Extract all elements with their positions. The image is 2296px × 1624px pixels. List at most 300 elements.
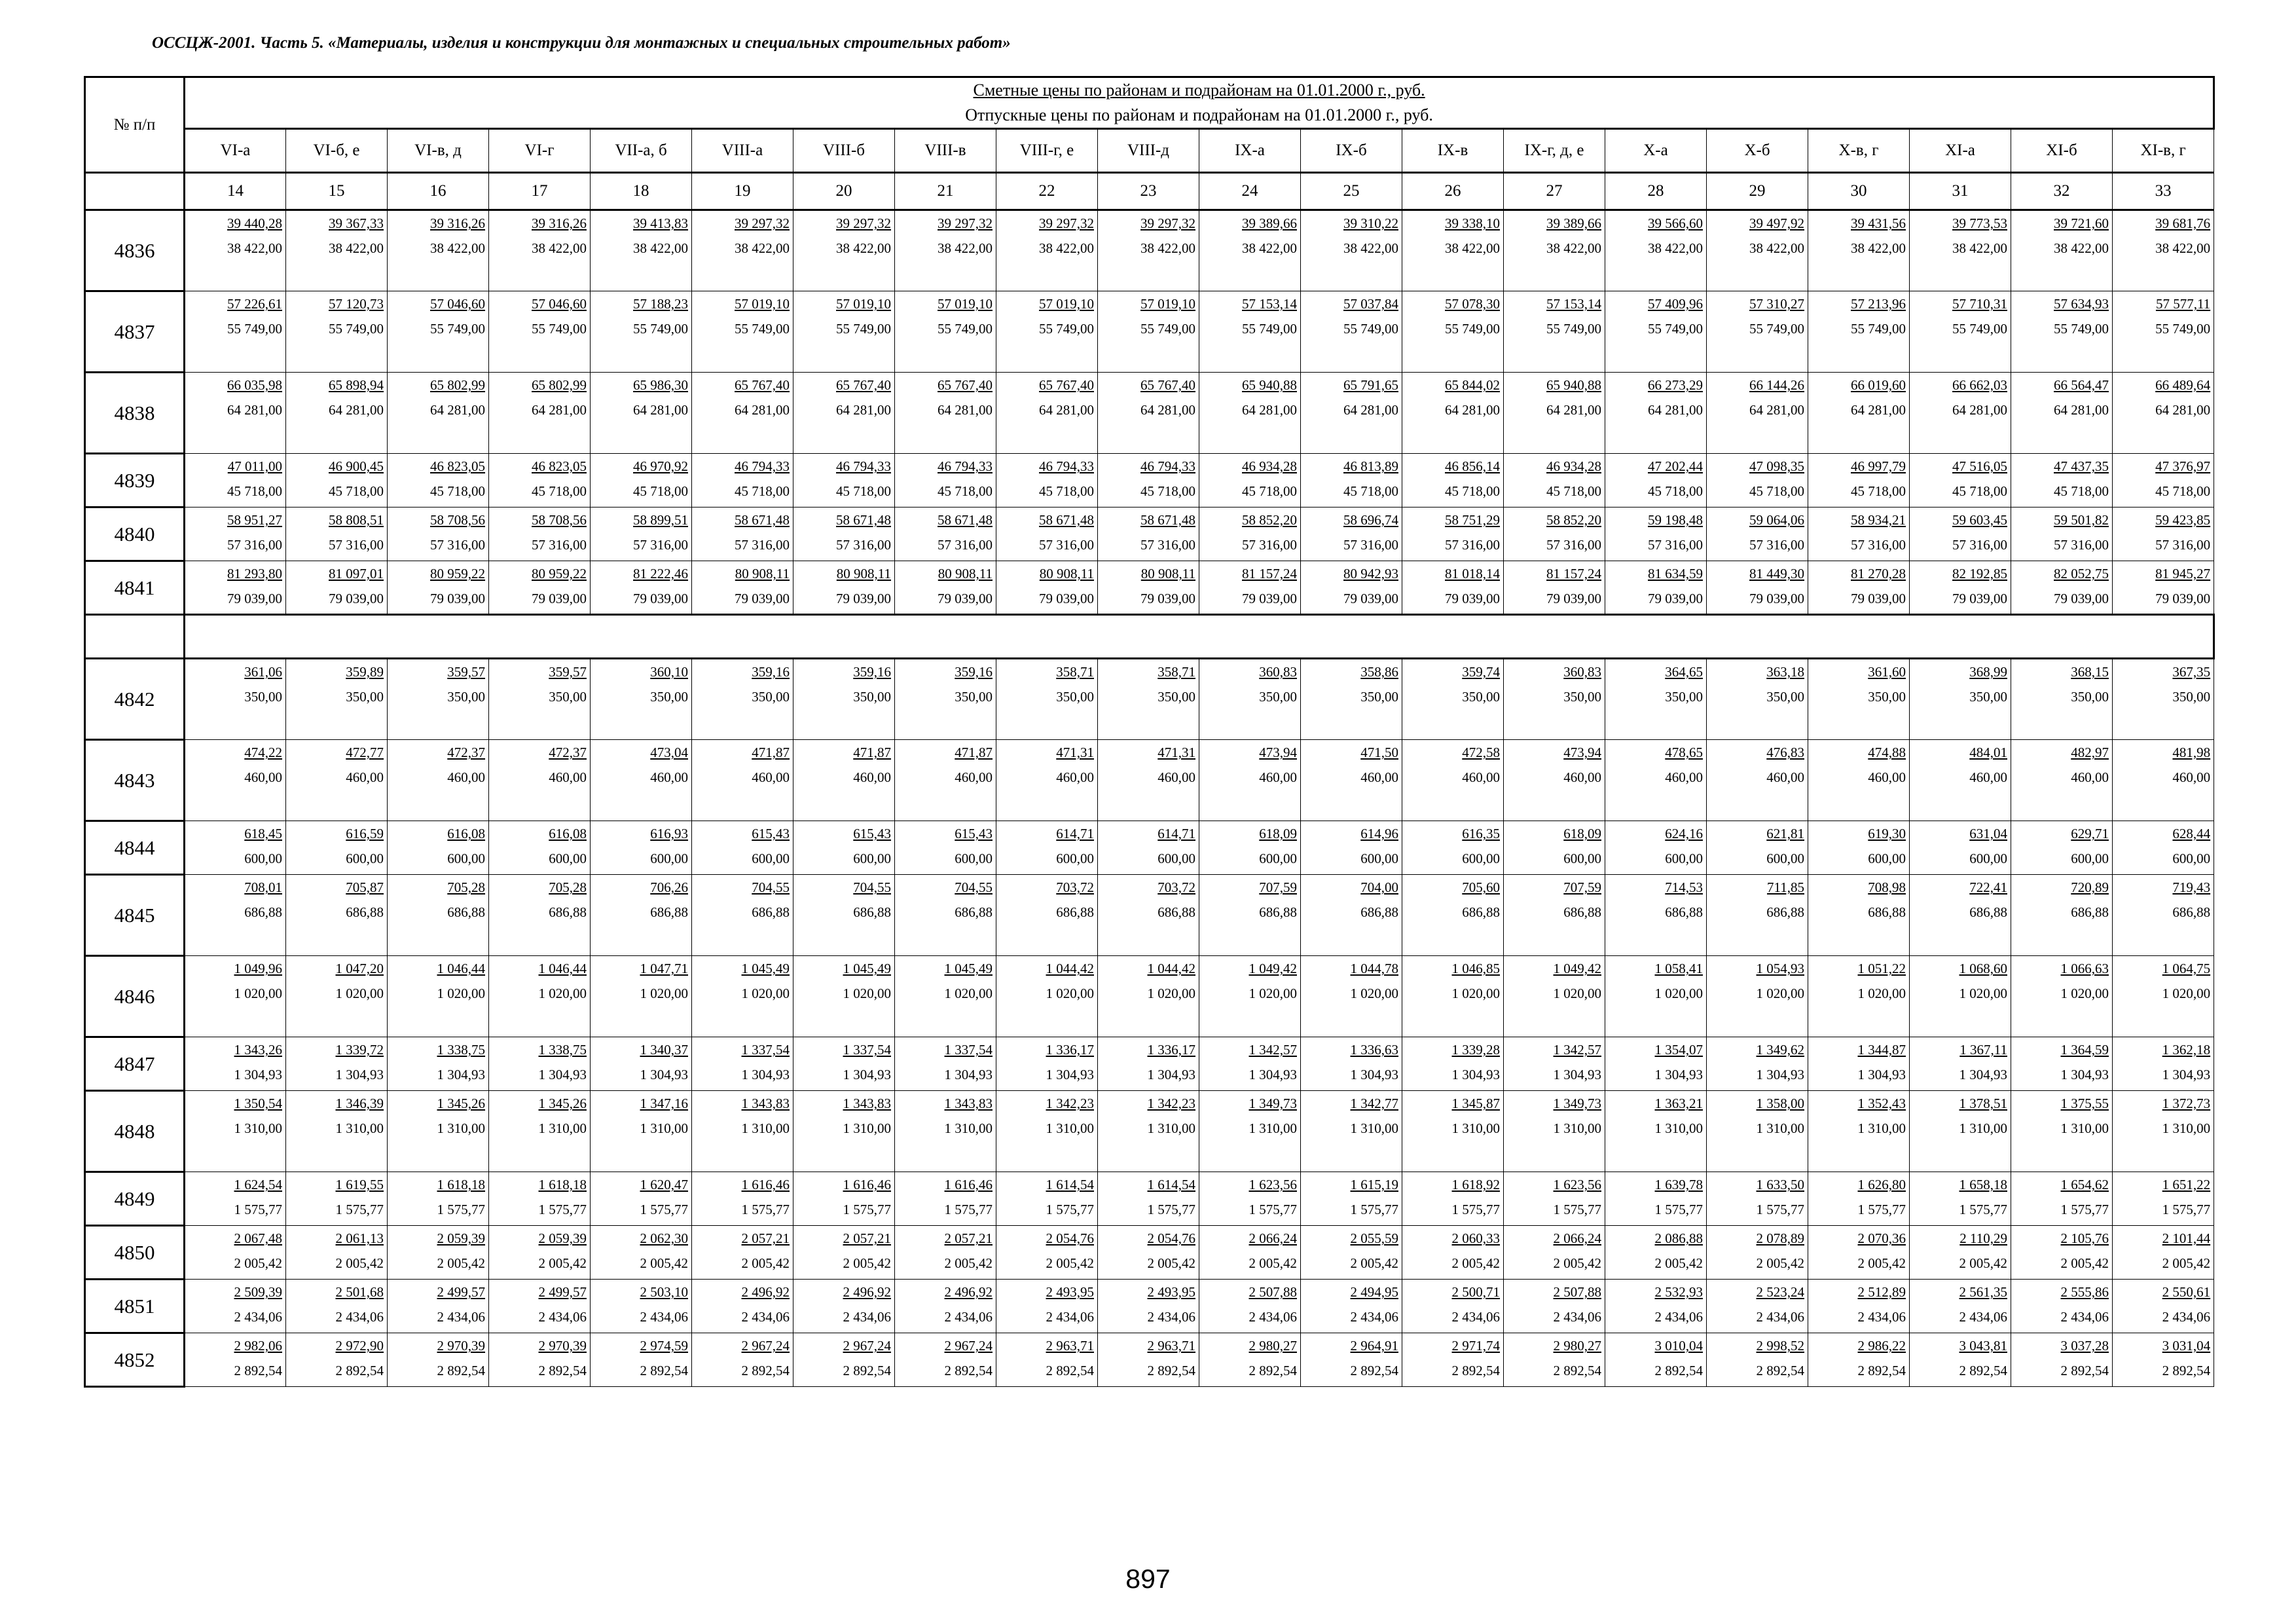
- estimate-price: 2 110,29: [1959, 1230, 2007, 1246]
- estimate-price: 1 044,78: [1350, 961, 1398, 976]
- release-price: 1 310,00: [1857, 1120, 1906, 1136]
- estimate-price: 2 532,93: [1654, 1284, 1703, 1300]
- price-cell: [591, 1172, 692, 1226]
- region-header: XI-в, г: [2113, 129, 2214, 173]
- price-cell: [895, 1333, 996, 1387]
- price-cell: [388, 1226, 489, 1280]
- estimate-price: 65 767,40: [938, 377, 993, 393]
- release-price: 1 310,00: [1350, 1120, 1398, 1136]
- price-cell: [388, 659, 489, 740]
- estimate-price: 80 908,11: [1039, 566, 1094, 581]
- estimate-price: 707,59: [1563, 879, 1601, 895]
- release-price: 1 304,93: [1959, 1067, 2007, 1082]
- price-cell: [1098, 740, 1199, 821]
- release-price: 686,88: [853, 904, 891, 920]
- price-cell: [996, 561, 1098, 615]
- release-price: 1 304,93: [640, 1067, 688, 1082]
- estimate-price: 66 019,60: [1851, 377, 1906, 393]
- release-price: 45 718,00: [1343, 483, 1398, 499]
- item-number: 4849: [85, 1172, 185, 1226]
- release-price: 2 005,42: [2162, 1255, 2211, 1271]
- estimate-price: 39 338,10: [1445, 215, 1500, 231]
- price-cell: [996, 1037, 1098, 1091]
- column-number: 20: [793, 173, 895, 210]
- column-number: 27: [1504, 173, 1605, 210]
- table-row: [85, 373, 2214, 454]
- release-price: 460,00: [447, 769, 485, 785]
- price-cell: [1504, 1280, 1605, 1333]
- estimate-price: 1 046,85: [1451, 961, 1500, 976]
- release-price: 1 575,77: [843, 1202, 891, 1217]
- estimate-price: 2 970,39: [538, 1338, 587, 1354]
- column-number-blank: [85, 173, 185, 210]
- price-cell: [895, 1091, 996, 1172]
- release-price: 1 310,00: [538, 1120, 587, 1136]
- price-cell: [1199, 821, 1301, 875]
- page-number: 897: [1125, 1564, 1171, 1594]
- table-row: [85, 1037, 2214, 1091]
- release-price: 1 304,93: [437, 1067, 485, 1082]
- release-price: 38 422,00: [836, 240, 891, 256]
- release-price: 460,00: [1665, 769, 1703, 785]
- price-cell: [2113, 1172, 2214, 1226]
- release-price: 1 304,93: [1553, 1067, 1601, 1082]
- release-price: 45 718,00: [938, 483, 993, 499]
- price-cell: [1808, 1280, 1910, 1333]
- price-cell: [1910, 1091, 2011, 1172]
- release-price: 2 892,54: [843, 1363, 891, 1378]
- release-price: 2 892,54: [1046, 1363, 1094, 1378]
- estimate-price: 57 634,93: [2054, 296, 2109, 312]
- price-cell: [793, 956, 895, 1037]
- release-price: 55 749,00: [938, 321, 993, 337]
- estimate-price: 39 413,83: [633, 215, 688, 231]
- price-cell: [1098, 454, 1199, 507]
- release-price: 45 718,00: [430, 483, 485, 499]
- estimate-price: 2 059,39: [437, 1230, 485, 1246]
- release-price: 38 422,00: [1343, 240, 1398, 256]
- release-price: 57 316,00: [227, 537, 282, 553]
- price-cell: [793, 1172, 895, 1226]
- estimate-price: 39 297,32: [735, 215, 790, 231]
- item-number: 4848: [85, 1091, 185, 1172]
- release-price: 600,00: [1969, 851, 2007, 866]
- release-price: 350,00: [2071, 689, 2109, 705]
- release-price: 64 281,00: [938, 402, 993, 418]
- estimate-price: 57 019,10: [1039, 296, 1094, 312]
- price-cell: [793, 875, 895, 956]
- price-cell: [591, 561, 692, 615]
- estimate-price: 474,88: [1868, 745, 1906, 760]
- price-cell: [1605, 659, 1707, 740]
- release-price: 57 316,00: [2155, 537, 2211, 553]
- release-price: 460,00: [1157, 769, 1195, 785]
- estimate-price: 58 852,20: [1546, 512, 1601, 528]
- estimate-price: 58 696,74: [1343, 512, 1398, 528]
- release-price: 350,00: [955, 689, 993, 705]
- price-cell: [286, 740, 388, 821]
- release-price: 45 718,00: [1445, 483, 1500, 499]
- price-cell: [1707, 821, 1808, 875]
- estimate-price: 1 363,21: [1654, 1096, 1703, 1111]
- estimate-price: 704,55: [752, 879, 790, 895]
- estimate-price: 81 634,59: [1648, 566, 1703, 581]
- price-cell: [1808, 454, 1910, 507]
- release-price: 350,00: [244, 689, 282, 705]
- release-price: 2 005,42: [843, 1255, 891, 1271]
- estimate-price: 57 078,30: [1445, 296, 1500, 312]
- release-price: 1 020,00: [1857, 986, 1906, 1001]
- price-cell: [996, 821, 1098, 875]
- price-cell: [489, 1037, 591, 1091]
- estimate-price: 363,18: [1766, 664, 1804, 680]
- estimate-price: 1 338,75: [437, 1042, 485, 1058]
- release-price: 1 575,77: [234, 1202, 282, 1217]
- price-cell: [996, 1091, 1098, 1172]
- price-cell: [1301, 659, 1402, 740]
- price-cell: [388, 373, 489, 454]
- release-price: 45 718,00: [1851, 483, 1906, 499]
- release-price: 1 310,00: [335, 1120, 384, 1136]
- release-price: 1 575,77: [1451, 1202, 1500, 1217]
- price-cell: [1605, 1226, 1707, 1280]
- estimate-price: 359,16: [752, 664, 790, 680]
- release-price: 2 005,42: [1857, 1255, 1906, 1271]
- price-cell: [1707, 659, 1808, 740]
- price-cell: [1504, 1226, 1605, 1280]
- estimate-price: 46 934,28: [1242, 458, 1297, 474]
- price-cell: [692, 454, 793, 507]
- price-cell: [1707, 373, 1808, 454]
- price-cell: [1301, 1172, 1402, 1226]
- estimate-price: 39 316,26: [430, 215, 485, 231]
- release-price: 79 039,00: [2155, 591, 2211, 606]
- price-cell: [1910, 659, 2011, 740]
- release-price: 45 718,00: [633, 483, 688, 499]
- price-cell: [1910, 561, 2011, 615]
- estimate-price: 472,37: [549, 745, 587, 760]
- price-cell: [489, 1333, 591, 1387]
- column-number: 17: [489, 173, 591, 210]
- release-price: 45 718,00: [1648, 483, 1703, 499]
- price-cell: [1808, 875, 1910, 956]
- estimate-price: 1 354,07: [1654, 1042, 1703, 1058]
- table-row: [85, 875, 2214, 956]
- release-price: 1 310,00: [437, 1120, 485, 1136]
- estimate-price: 473,04: [650, 745, 688, 760]
- price-cell: [286, 1280, 388, 1333]
- release-price: 55 749,00: [2054, 321, 2109, 337]
- price-cell: [1098, 507, 1199, 561]
- estimate-price: 47 011,00: [227, 458, 282, 474]
- table-row: [85, 210, 2214, 291]
- release-price: 1 575,77: [1248, 1202, 1297, 1217]
- price-cell: [2011, 956, 2113, 1037]
- release-price: 686,88: [2071, 904, 2109, 920]
- estimate-price: 65 940,88: [1546, 377, 1601, 393]
- price-cell: [2011, 454, 2113, 507]
- estimate-price: 621,81: [1766, 826, 1804, 841]
- release-price: 2 434,06: [234, 1309, 282, 1325]
- price-cell: [2011, 210, 2113, 291]
- price-cell: [1199, 1172, 1301, 1226]
- price-cell: [286, 875, 388, 956]
- estimate-price: 58 899,51: [633, 512, 688, 528]
- release-price: 57 316,00: [836, 537, 891, 553]
- release-price: 55 749,00: [430, 321, 485, 337]
- estimate-price: 1 375,55: [2060, 1096, 2109, 1111]
- release-price: 57 316,00: [633, 537, 688, 553]
- price-cell: [1707, 561, 1808, 615]
- estimate-price: 2 057,21: [944, 1230, 993, 1246]
- release-price: 1 020,00: [1553, 986, 1601, 1001]
- price-cell: [1301, 1333, 1402, 1387]
- release-price: 57 316,00: [1749, 537, 1804, 553]
- estimate-price: 39 297,32: [938, 215, 993, 231]
- price-cell: [1402, 454, 1504, 507]
- price-cell: [895, 1037, 996, 1091]
- estimate-price: 704,55: [955, 879, 993, 895]
- estimate-price: 1 339,28: [1451, 1042, 1500, 1058]
- release-price: 38 422,00: [1851, 240, 1906, 256]
- price-cell: [286, 561, 388, 615]
- release-price: 64 281,00: [1140, 402, 1195, 418]
- price-cell: [185, 210, 286, 291]
- price-cell: [185, 659, 286, 740]
- estimate-price: 360,83: [1563, 664, 1601, 680]
- estimate-price: 2 078,89: [1756, 1230, 1804, 1246]
- price-cell: [1808, 821, 1910, 875]
- region-header: VII-а, б: [591, 129, 692, 173]
- price-cell: [2011, 875, 2113, 956]
- release-price: 38 422,00: [1952, 240, 2007, 256]
- table-row: [85, 1172, 2214, 1226]
- estimate-price: 472,37: [447, 745, 485, 760]
- release-price: 2 434,06: [2060, 1309, 2109, 1325]
- release-price: 600,00: [1360, 851, 1398, 866]
- release-price: 1 310,00: [1147, 1120, 1195, 1136]
- price-cell: [996, 875, 1098, 956]
- release-price: 686,88: [1969, 904, 2007, 920]
- price-cell: [591, 1091, 692, 1172]
- price-cell: [489, 1172, 591, 1226]
- estimate-price: 1 338,75: [538, 1042, 587, 1058]
- estimate-price: 471,50: [1360, 745, 1398, 760]
- release-price: 55 749,00: [2155, 321, 2211, 337]
- release-price: 2 434,06: [741, 1309, 790, 1325]
- estimate-price: 66 489,64: [2155, 377, 2211, 393]
- estimate-price: 1 343,83: [741, 1096, 790, 1111]
- estimate-price: 2 555,86: [2060, 1284, 2109, 1300]
- estimate-price: 57 037,84: [1343, 296, 1398, 312]
- estimate-price: 66 273,29: [1648, 377, 1703, 393]
- release-price: 1 020,00: [2162, 986, 2211, 1001]
- estimate-price: 1 068,60: [1959, 961, 2007, 976]
- release-price: 38 422,00: [1445, 240, 1500, 256]
- estimate-price: 359,89: [346, 664, 384, 680]
- release-price: 55 749,00: [836, 321, 891, 337]
- estimate-price: 39 497,92: [1749, 215, 1804, 231]
- release-price: 460,00: [1056, 769, 1094, 785]
- release-price: 460,00: [1969, 769, 2007, 785]
- release-price: 38 422,00: [2054, 240, 2109, 256]
- release-price: 2 005,42: [437, 1255, 485, 1271]
- estimate-price: 358,71: [1056, 664, 1094, 680]
- column-number: 33: [2113, 173, 2214, 210]
- release-price: 38 422,00: [329, 240, 384, 256]
- estimate-price: 1 046,44: [437, 961, 485, 976]
- price-cell: [1301, 454, 1402, 507]
- price-cell: [591, 454, 692, 507]
- estimate-price: 705,28: [549, 879, 587, 895]
- price-cell: [2113, 956, 2214, 1037]
- release-price: 79 039,00: [1546, 591, 1601, 606]
- estimate-price: 2 055,59: [1350, 1230, 1398, 1246]
- estimate-price: 39 773,53: [1952, 215, 2007, 231]
- price-cell: [489, 1226, 591, 1280]
- estimate-price: 629,71: [2071, 826, 2109, 841]
- estimate-price: 476,83: [1766, 745, 1804, 760]
- table-row: [85, 454, 2214, 507]
- price-cell: [185, 1333, 286, 1387]
- estimate-price: 708,01: [244, 879, 282, 895]
- estimate-price: 39 297,32: [836, 215, 891, 231]
- release-price: 686,88: [244, 904, 282, 920]
- estimate-price: 81 097,01: [329, 566, 384, 581]
- release-price: 2 434,06: [538, 1309, 587, 1325]
- estimate-price: 1 618,18: [437, 1177, 485, 1192]
- price-cell: [1910, 1333, 2011, 1387]
- estimate-price: 39 316,26: [532, 215, 587, 231]
- price-cell: [1098, 1172, 1199, 1226]
- estimate-price: 1 372,73: [2162, 1096, 2211, 1111]
- release-price: 2 005,42: [1451, 1255, 1500, 1271]
- estimate-price: 57 153,14: [1546, 296, 1601, 312]
- price-cell: [692, 1226, 793, 1280]
- price-cell: [1910, 454, 2011, 507]
- estimate-price: 1 064,75: [2162, 961, 2211, 976]
- estimate-price: 58 852,20: [1242, 512, 1297, 528]
- price-cell: [692, 1172, 793, 1226]
- release-price: 2 005,42: [640, 1255, 688, 1271]
- estimate-price: 2 986,22: [1857, 1338, 1906, 1354]
- estimate-price: 473,94: [1259, 745, 1297, 760]
- release-price: 1 575,77: [1857, 1202, 1906, 1217]
- price-cell: [1707, 1226, 1808, 1280]
- price-cell: [286, 454, 388, 507]
- price-cell: [286, 821, 388, 875]
- price-cell: [793, 454, 895, 507]
- price-cell: [1301, 1280, 1402, 1333]
- release-price: 1 304,93: [1248, 1067, 1297, 1082]
- release-price: 55 749,00: [1546, 321, 1601, 337]
- price-cell: [1504, 210, 1605, 291]
- release-price: 45 718,00: [532, 483, 587, 499]
- release-price: 1 304,93: [1350, 1067, 1398, 1082]
- price-cell: [1910, 740, 2011, 821]
- price-cell: [1199, 210, 1301, 291]
- price-cell: [1605, 821, 1707, 875]
- price-cell: [2011, 561, 2113, 615]
- release-price: 38 422,00: [430, 240, 485, 256]
- release-price: 64 281,00: [329, 402, 384, 418]
- estimate-price: 65 802,99: [430, 377, 485, 393]
- estimate-price: 80 908,11: [735, 566, 790, 581]
- price-cell: [489, 821, 591, 875]
- item-number: 4836: [85, 210, 185, 291]
- estimate-price: 1 342,77: [1350, 1096, 1398, 1111]
- estimate-price: 2 507,88: [1248, 1284, 1297, 1300]
- price-cell: [1707, 956, 1808, 1037]
- price-cell: [1707, 1091, 1808, 1172]
- release-price: 2 005,42: [741, 1255, 790, 1271]
- release-price: 64 281,00: [836, 402, 891, 418]
- price-cell: [996, 1333, 1098, 1387]
- release-price: 2 892,54: [1654, 1363, 1703, 1378]
- price-cell: [1402, 1280, 1504, 1333]
- estimate-price: 57 120,73: [329, 296, 384, 312]
- estimate-price: 39 681,76: [2155, 215, 2211, 231]
- estimate-price: 1 349,73: [1248, 1096, 1297, 1111]
- release-price: 38 422,00: [227, 240, 282, 256]
- column-number: 23: [1098, 173, 1199, 210]
- price-cell: [591, 1037, 692, 1091]
- table-row: [85, 1333, 2214, 1387]
- release-price: 1 575,77: [437, 1202, 485, 1217]
- estimate-price: 46 794,33: [836, 458, 891, 474]
- release-price: 2 005,42: [944, 1255, 993, 1271]
- estimate-price: 1 654,62: [2060, 1177, 2109, 1192]
- price-table: [84, 76, 2215, 1388]
- price-cell: [286, 507, 388, 561]
- release-price: 686,88: [1665, 904, 1703, 920]
- release-price: 1 304,93: [944, 1067, 993, 1082]
- price-cell: [1098, 1091, 1199, 1172]
- estimate-price: 80 908,11: [836, 566, 891, 581]
- release-price: 55 749,00: [1445, 321, 1500, 337]
- release-price: 1 575,77: [2060, 1202, 2109, 1217]
- release-price: 1 310,00: [640, 1120, 688, 1136]
- release-price: 1 020,00: [1147, 986, 1195, 1001]
- estimate-price: 1 342,57: [1248, 1042, 1297, 1058]
- release-price: 79 039,00: [1851, 591, 1906, 606]
- item-number: 4839: [85, 454, 185, 507]
- estimate-price: 359,16: [955, 664, 993, 680]
- release-price: 79 039,00: [1242, 591, 1297, 606]
- column-number: 21: [895, 173, 996, 210]
- release-price: 350,00: [1969, 689, 2007, 705]
- estimate-price: 80 908,11: [1140, 566, 1195, 581]
- price-cell: [1808, 1226, 1910, 1280]
- release-price: 2 434,06: [1959, 1309, 2007, 1325]
- release-price: 1 020,00: [2060, 986, 2109, 1001]
- release-price: 79 039,00: [735, 591, 790, 606]
- price-cell: [1098, 659, 1199, 740]
- price-cell: [1808, 561, 1910, 615]
- price-cell: [793, 507, 895, 561]
- estimate-price: 359,74: [1462, 664, 1500, 680]
- estimate-price: 1 337,54: [843, 1042, 891, 1058]
- price-cell: [1910, 373, 2011, 454]
- release-price: 45 718,00: [836, 483, 891, 499]
- release-price: 45 718,00: [1546, 483, 1601, 499]
- price-cell: [1808, 291, 1910, 373]
- price-cell: [1910, 291, 2011, 373]
- release-price: 2 892,54: [1756, 1363, 1804, 1378]
- estimate-price: 58 671,48: [938, 512, 993, 528]
- estimate-price: 482,97: [2071, 745, 2109, 760]
- release-price: 1 020,00: [1451, 986, 1500, 1001]
